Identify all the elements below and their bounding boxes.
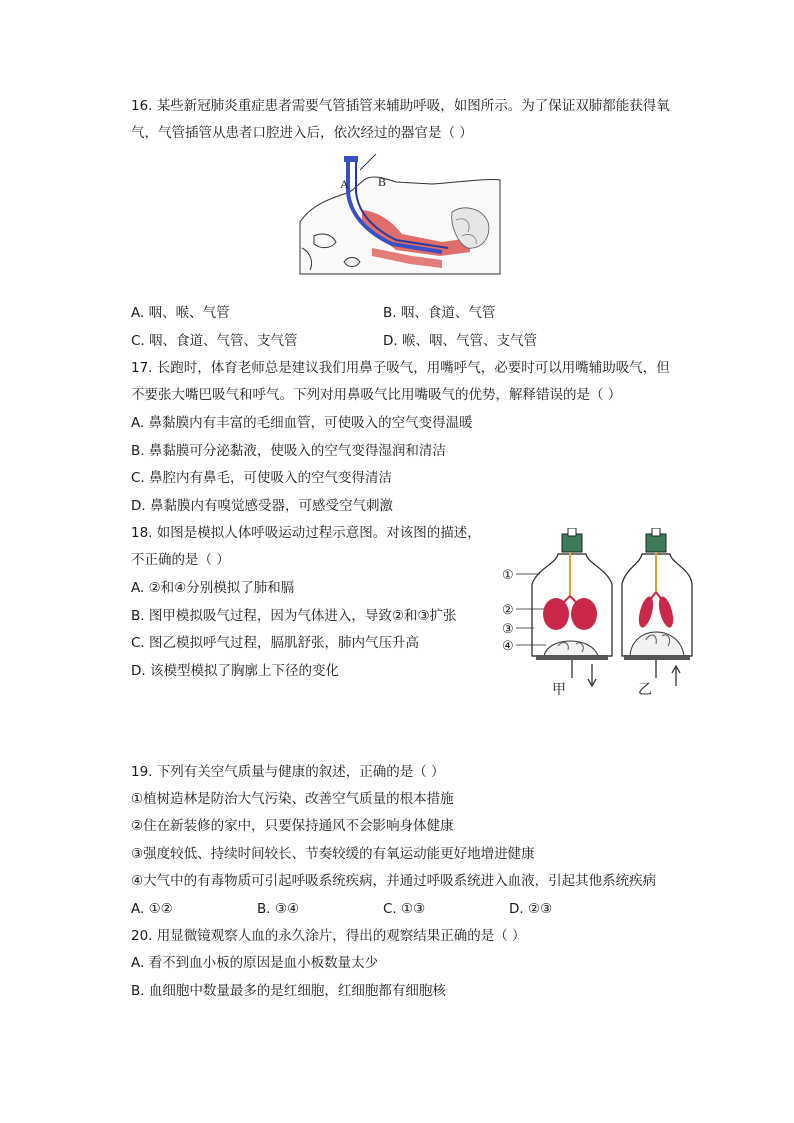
figure-label-a: A xyxy=(340,177,349,191)
q17-option-c: C. 鼻腔内有鼻毛，可使吸入的空气变得清洁 xyxy=(131,470,393,486)
q18-stem-line2: 不正确的是（ ） xyxy=(131,552,230,568)
q17-option-a: A. 鼻黏膜内有丰富的毛细血管，可使吸入的空气变得温暖 xyxy=(131,415,473,431)
q17-option-b: B. 鼻黏膜可分泌黏液，使吸入的空气变得湿润和清洁 xyxy=(131,443,446,459)
marker-4: ④ xyxy=(502,638,514,653)
q16-stem-line2: 气，气管插管从患者口腔进入后，依次经过的器官是（ ） xyxy=(131,125,473,141)
q18-option-b: B. 图甲模拟吸气过程，因为气体进入，导致②和③扩张 xyxy=(131,608,457,624)
q16-option-d: D. 喉、咽、气管、支气管 xyxy=(383,333,537,349)
q17-stem-line1: 17. 长跑时，体育老师总是建议我们用鼻子吸气，用嘴呼气，必要时可以用嘴辅助吸气，但 xyxy=(131,360,670,376)
q19-option-b: B. ③④ xyxy=(257,901,300,917)
q16-option-c: C. 咽、食道、气管、支气管 xyxy=(131,333,298,349)
q19-statement-3: ③强度较低、持续时间较长、节奏较缓的有氧运动能更好地增进健康 xyxy=(131,846,535,862)
q16-option-b: B. 咽、食道、气管 xyxy=(383,305,496,321)
breathing-model-figure xyxy=(496,528,694,700)
q20-option-b: B. 血细胞中数量最多的是红细胞，红细胞都有细胞核 xyxy=(131,983,446,999)
jar-jia xyxy=(532,528,612,686)
q18-stem-line1: 18. 如图是模拟人体呼吸运动过程示意图。对该图的描述， xyxy=(131,525,481,541)
q18-option-c: C. 图乙模拟呼气过程，膈肌舒张，肺内气压升高 xyxy=(131,635,420,651)
q20-stem: 20. 用显微镜观察人血的永久涂片，得出的观察结果正确的是（ ） xyxy=(131,928,526,944)
q17-stem-line2: 不要张大嘴巴吸气和呼气。下列对用鼻吸气比用嘴吸气的优势，解释错误的是（ ） xyxy=(131,387,622,403)
q20-option-a: A. 看不到血小板的原因是血小板数量太少 xyxy=(131,955,379,971)
q16-stem-line1: 16. 某些新冠肺炎重症患者需要气管插管来辅助呼吸，如图所示。为了保证双肺都能获得氧 xyxy=(131,98,670,114)
q19-option-a: A. ①② xyxy=(131,901,173,917)
q16-option-a: A. 咽、喉、气管 xyxy=(131,305,230,321)
q19-statement-1: ①植树造林是防治大气污染、改善空气质量的根本措施 xyxy=(131,791,454,807)
q19-option-c: C. ①③ xyxy=(383,901,426,917)
q18-option-d: D. 该模型模拟了胸廓上下径的变化 xyxy=(131,663,339,679)
marker-2: ② xyxy=(502,602,514,617)
figure-label-b: B xyxy=(378,175,387,189)
marker-3: ③ xyxy=(502,621,514,636)
jar-yi xyxy=(622,528,692,686)
label-yi: 乙 xyxy=(638,683,652,698)
label-jia: 甲 xyxy=(552,683,566,698)
q17-option-d: D. 鼻黏膜内有嗅觉感受器，可感受空气刺激 xyxy=(131,498,393,514)
intubation-figure xyxy=(292,152,504,278)
q19-statement-4: ④大气中的有毒物质可引起呼吸系统疾病，并通过呼吸系统进入血液，引起其他系统疾病 xyxy=(131,873,657,889)
q18-option-a: A. ②和④分别模拟了肺和膈 xyxy=(131,580,295,596)
q19-option-d: D. ②③ xyxy=(509,901,553,917)
q19-statement-2: ②住在新装修的家中，只要保持通风不会影响身体健康 xyxy=(131,818,454,834)
marker-1: ① xyxy=(502,567,514,582)
q19-stem: 19. 下列有关空气质量与健康的叙述，正确的是（ ） xyxy=(131,764,445,780)
